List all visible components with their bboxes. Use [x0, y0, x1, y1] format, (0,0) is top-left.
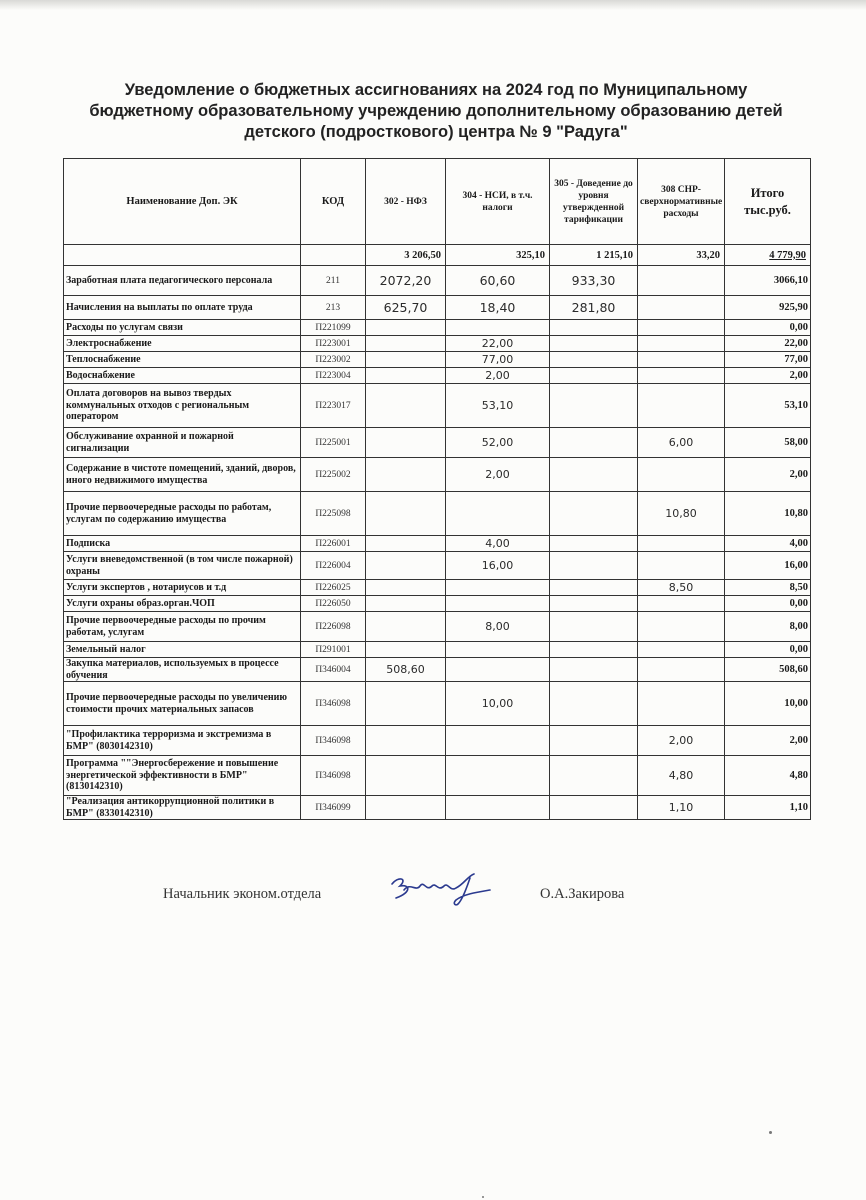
- row-code: П226098: [301, 612, 366, 642]
- row-code: П225098: [301, 492, 366, 536]
- row-304: [446, 492, 550, 536]
- row-305: [550, 756, 638, 796]
- row-total: 8,00: [725, 612, 811, 642]
- row-308: [638, 368, 725, 384]
- row-305: [550, 428, 638, 458]
- row-name: Оплата договоров на вывоз твердых коммунальных отходов с региональным оператором: [64, 384, 301, 428]
- row-302: [366, 796, 446, 820]
- row-304: 53,10: [446, 384, 550, 428]
- row-302: [366, 596, 446, 612]
- row-302: [366, 492, 446, 536]
- row-308: [638, 596, 725, 612]
- row-302: [366, 458, 446, 492]
- row-308: 10,80: [638, 492, 725, 536]
- budget-table: [63, 158, 811, 820]
- row-name: Закупка материалов, используемых в процессе обучения: [64, 658, 301, 682]
- scan-speck: [482, 1196, 484, 1198]
- totals-302: 3 206,50: [366, 245, 446, 266]
- row-total: 1,10: [725, 796, 811, 820]
- header-302: 302 - НФЗ: [366, 159, 446, 245]
- document-title: [60, 80, 812, 143]
- row-308: [638, 336, 725, 352]
- row-302: [366, 612, 446, 642]
- row-total: 4,00: [725, 536, 811, 552]
- scan-speck: [769, 1131, 772, 1134]
- row-305: [550, 658, 638, 682]
- totals-row: [64, 245, 811, 266]
- row-302: [366, 580, 446, 596]
- title-line-2: бюджетному образовательному учреждению дополнительному образованию детей: [89, 102, 783, 120]
- table-row: [64, 266, 811, 296]
- row-total: 4,80: [725, 756, 811, 796]
- totals-304: 325,10: [446, 245, 550, 266]
- row-name: Заработная плата педагогического персонала: [64, 266, 301, 296]
- table-row: [64, 492, 811, 536]
- row-name: Расходы по услугам связи: [64, 320, 301, 336]
- row-308: [638, 320, 725, 336]
- row-305: [550, 458, 638, 492]
- row-name: Обслуживание охранной и пожарной сигнализации: [64, 428, 301, 458]
- totals-name: [64, 245, 301, 266]
- row-305: [550, 642, 638, 658]
- table-row: [64, 458, 811, 492]
- row-total: 10,00: [725, 682, 811, 726]
- row-302: [366, 642, 446, 658]
- row-304: 18,40: [446, 296, 550, 320]
- row-name: Водоснабжение: [64, 368, 301, 384]
- row-name: Услуги вневедомственной (в том числе пожарной) охраны: [64, 552, 301, 580]
- row-308: 1,10: [638, 796, 725, 820]
- row-total: 22,00: [725, 336, 811, 352]
- row-code: П225001: [301, 428, 366, 458]
- row-304: [446, 756, 550, 796]
- row-305: [550, 682, 638, 726]
- row-total: 8,50: [725, 580, 811, 596]
- table-row: [64, 796, 811, 820]
- row-302: 508,60: [366, 658, 446, 682]
- row-308: 6,00: [638, 428, 725, 458]
- row-308: [638, 642, 725, 658]
- row-302: [366, 368, 446, 384]
- row-305: [550, 368, 638, 384]
- table-row: [64, 726, 811, 756]
- row-305: [550, 492, 638, 536]
- row-302: [366, 756, 446, 796]
- row-302: [366, 428, 446, 458]
- row-name: Электроснабжение: [64, 336, 301, 352]
- row-code: П226050: [301, 596, 366, 612]
- row-304: [446, 642, 550, 658]
- row-305: [550, 552, 638, 580]
- row-304: [446, 596, 550, 612]
- table-row: [64, 682, 811, 726]
- row-305: 933,30: [550, 266, 638, 296]
- header-name: Наименование Доп. ЭК: [64, 159, 301, 245]
- row-name: Прочие первоочередные расходы по увеличению стоимости прочих материальных запасов: [64, 682, 301, 726]
- row-code: П223001: [301, 336, 366, 352]
- row-302: [366, 536, 446, 552]
- row-code: П291001: [301, 642, 366, 658]
- handwritten-signature: [386, 870, 496, 915]
- row-308: [638, 352, 725, 368]
- row-name: Содержание в чистоте помещений, зданий, дворов, иного недвижимого имущества: [64, 458, 301, 492]
- row-name: Начисления на выплаты по оплате труда: [64, 296, 301, 320]
- row-total: 10,80: [725, 492, 811, 536]
- row-302: [366, 384, 446, 428]
- row-305: [550, 596, 638, 612]
- row-305: [550, 352, 638, 368]
- table-row: [64, 384, 811, 428]
- row-302: [366, 320, 446, 336]
- table-row: [64, 320, 811, 336]
- row-name: Услуги экспертов , нотариусов и т.д: [64, 580, 301, 596]
- row-total: 2,00: [725, 726, 811, 756]
- row-code: П346098: [301, 726, 366, 756]
- row-code: П346099: [301, 796, 366, 820]
- row-305: [550, 726, 638, 756]
- header-total: Итого тыс.руб.: [725, 159, 811, 245]
- row-total: 508,60: [725, 658, 811, 682]
- row-code: П223017: [301, 384, 366, 428]
- header-304: 304 - НСИ, в т.ч. налоги: [446, 159, 550, 245]
- row-total: 0,00: [725, 320, 811, 336]
- signer-name: О.А.Закирова: [540, 886, 625, 902]
- row-302: [366, 552, 446, 580]
- row-304: 10,00: [446, 682, 550, 726]
- row-308: 2,00: [638, 726, 725, 756]
- row-name: Теплоснабжение: [64, 352, 301, 368]
- row-305: [550, 336, 638, 352]
- table-row: [64, 658, 811, 682]
- row-302: [366, 726, 446, 756]
- table-row: [64, 596, 811, 612]
- table-row: [64, 552, 811, 580]
- row-305: [550, 796, 638, 820]
- row-308: 4,80: [638, 756, 725, 796]
- row-code: П346098: [301, 756, 366, 796]
- row-name: Подписка: [64, 536, 301, 552]
- table-row: [64, 428, 811, 458]
- row-name: "Профилактика терроризма и экстремизма в БМР" (8030142310): [64, 726, 301, 756]
- row-304: 8,00: [446, 612, 550, 642]
- row-302: 625,70: [366, 296, 446, 320]
- table-row: [64, 580, 811, 596]
- table-row: [64, 612, 811, 642]
- row-total: 77,00: [725, 352, 811, 368]
- row-305: [550, 580, 638, 596]
- row-total: 58,00: [725, 428, 811, 458]
- header-code: КОД: [301, 159, 366, 245]
- row-name: "Реализация антикоррупционной политики в БМР" (8330142310): [64, 796, 301, 820]
- row-308: 8,50: [638, 580, 725, 596]
- row-code: П223002: [301, 352, 366, 368]
- row-308: [638, 266, 725, 296]
- header-305: 305 - Доведение до уровня утвержденной тарификации: [550, 159, 638, 245]
- totals-total: [725, 245, 811, 266]
- row-total: 0,00: [725, 642, 811, 658]
- row-308: [638, 552, 725, 580]
- row-total: 2,00: [725, 458, 811, 492]
- row-total: 0,00: [725, 596, 811, 612]
- row-304: [446, 580, 550, 596]
- row-code: П226004: [301, 552, 366, 580]
- row-name: Прочие первоочередные расходы по прочим работам, услугам: [64, 612, 301, 642]
- table-row: [64, 352, 811, 368]
- row-304: [446, 726, 550, 756]
- row-308: [638, 612, 725, 642]
- table-row: [64, 336, 811, 352]
- row-302: [366, 336, 446, 352]
- row-name: Услуги охраны образ.орган.ЧОП: [64, 596, 301, 612]
- table-row: [64, 642, 811, 658]
- header-308: 308 СНР-сверхнормативные расходы: [638, 159, 725, 245]
- row-304: 2,00: [446, 368, 550, 384]
- row-302: 2072,20: [366, 266, 446, 296]
- totals-308: 33,20: [638, 245, 725, 266]
- row-308: [638, 458, 725, 492]
- title-line-1: Уведомление о бюджетных ассигнованиях на 2024 год по Муниципальному: [124, 81, 748, 99]
- totals-code: [301, 245, 366, 266]
- row-308: [638, 296, 725, 320]
- row-name: Программа ""Энергосбережение и повышение энергетической эффективности в БМР" (8130142310): [64, 756, 301, 796]
- row-code: П225002: [301, 458, 366, 492]
- row-305: [550, 612, 638, 642]
- row-code: П346098: [301, 682, 366, 726]
- row-name: Земельный налог: [64, 642, 301, 658]
- row-304: [446, 320, 550, 336]
- row-304: 77,00: [446, 352, 550, 368]
- row-308: [638, 682, 725, 726]
- row-code: П226001: [301, 536, 366, 552]
- table-row: [64, 296, 811, 320]
- row-code: П346004: [301, 658, 366, 682]
- signature-block: [0, 884, 866, 914]
- row-total: 16,00: [725, 552, 811, 580]
- row-302: [366, 682, 446, 726]
- row-304: 22,00: [446, 336, 550, 352]
- header-row: [64, 159, 811, 245]
- table-row: [64, 368, 811, 384]
- row-name: Прочие первоочередные расходы по работам, услугам по содержанию имущества: [64, 492, 301, 536]
- row-total: 53,10: [725, 384, 811, 428]
- row-total: 925,90: [725, 296, 811, 320]
- row-code: 213: [301, 296, 366, 320]
- row-304: 60,60: [446, 266, 550, 296]
- row-code: П221099: [301, 320, 366, 336]
- row-304: [446, 796, 550, 820]
- signer-role: Начальник эконом.отдела: [163, 886, 322, 902]
- row-304: [446, 658, 550, 682]
- row-308: [638, 658, 725, 682]
- row-304: 16,00: [446, 552, 550, 580]
- row-304: 4,00: [446, 536, 550, 552]
- row-308: [638, 536, 725, 552]
- row-302: [366, 352, 446, 368]
- table-row: [64, 756, 811, 796]
- row-305: [550, 536, 638, 552]
- row-305: [550, 384, 638, 428]
- table-row: [64, 536, 811, 552]
- row-total: 3066,10: [725, 266, 811, 296]
- scan-edge: [0, 0, 866, 10]
- row-code: 211: [301, 266, 366, 296]
- row-total: 2,00: [725, 368, 811, 384]
- row-code: П226025: [301, 580, 366, 596]
- title-line-3: детского (подросткового) центра № 9 "Радуга": [244, 123, 628, 141]
- row-305: 281,80: [550, 296, 638, 320]
- totals-305: 1 215,10: [550, 245, 638, 266]
- row-304: 2,00: [446, 458, 550, 492]
- grand-total: 4 779,90: [769, 249, 806, 261]
- row-305: [550, 320, 638, 336]
- row-308: [638, 384, 725, 428]
- row-code: П223004: [301, 368, 366, 384]
- row-304: 52,00: [446, 428, 550, 458]
